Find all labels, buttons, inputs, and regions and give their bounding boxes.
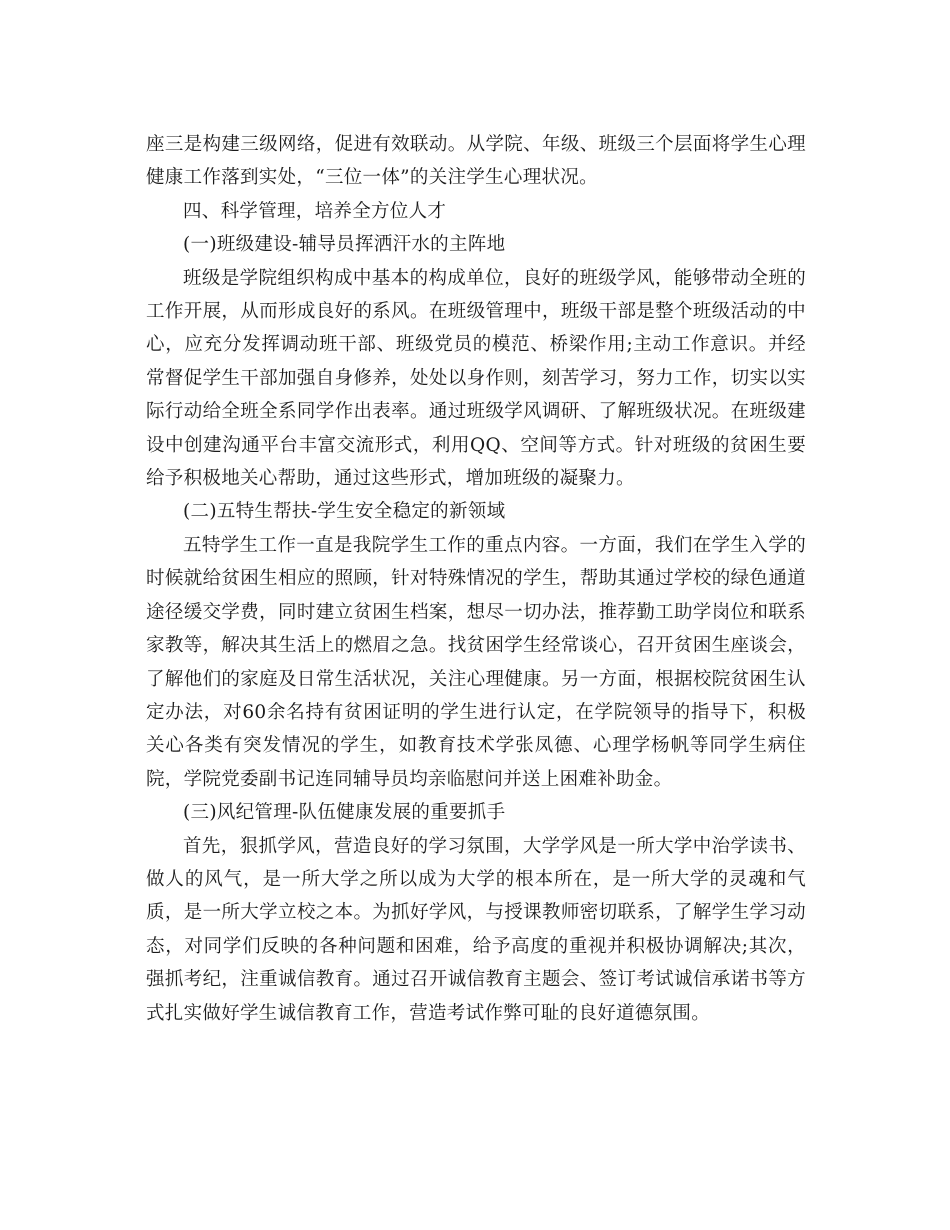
paragraph-class-building: 班级是学院组织构成中基本的构成单位，良好的班级学风，能够带动全班的工作开展，从而形成良好的系风。在班级管理中，班级干部是整个班级活动的中心，应充分发挥调动班干部、班级党员的模范、桥梁作用;主动工作意识。并经常督促学生干部加强自身修养，处处以身作则，刻苦学习，努力工作，切实以实际行动给全班全系同学作出表率。通过班级学风调研、了解班级状况。在班级建设中创建沟通平台丰富交流形式，利用QQ、空间等方式。针对班级的贫困生要给予积极地关心帮助，通过这些形式，增加班级的凝聚力。 — [146, 267, 806, 490]
paragraph-1: 座三是构建三级网络，促进有效联动。从学院、年级、班级三个层面将学生心理健康工作落到实处，“三位一体”的关注学生心理状况。 — [146, 134, 806, 189]
section-heading-4: 四、科学管理，培养全方位人才 — [183, 200, 447, 222]
subheading-class-building: (一)班级建设-辅导员挥洒汗水的主阵地 — [183, 234, 506, 256]
subheading-special-students: (二)五特生帮扶-学生安全稳定的新领域 — [183, 501, 506, 523]
paragraph-discipline: 首先，狠抓学风，营造良好的学习氛围，大学学风是一所大学中治学读书、做人的风气，是一所大学之所以成为大学的根本所在，是一所大学的灵魂和气质，是一所大学立校之本。为抓好学风，与授课教师密切联系，了解学生学习动态，对同学们反映的各种问题和困难，给予高度的重视并积极协调解决;其次，强抓考纪，注重诚信教育。通过召开诚信教育主题会、签订考试诚信承诺书等方式扎实做好学生诚信教育工作，营造考试作弊可耻的良好道德氛围。 — [146, 835, 806, 1024]
document-body — [146, 128, 806, 1030]
subheading-discipline: (三)风纪管理-队伍健康发展的重要抓手 — [183, 802, 506, 824]
paragraph-special-students: 五特学生工作一直是我院学生工作的重点内容。一方面，我们在学生入学的时候就给贫困生相应的照顾，针对特殊情况的学生，帮助其通过学校的绿色通道途径缓交学费，同时建立贫困生档案，想尽一切办法，推荐勤工助学岗位和联系家教等，解决其生活上的燃眉之急。找贫困学生经常谈心，召开贫困生座谈会，了解他们的家庭及日常生活状况，关注心理健康。另一方面，根据校院贫困生认定办法，对60余名持有贫困证明的学生进行认定，在学院领导的指导下，积极关心各类有突发情况的学生，如教育技术学张凤德、心理学杨帆等同学生病住院，学院党委副书记连同辅导员均亲临慰问并送上困难补助金。 — [146, 534, 806, 790]
